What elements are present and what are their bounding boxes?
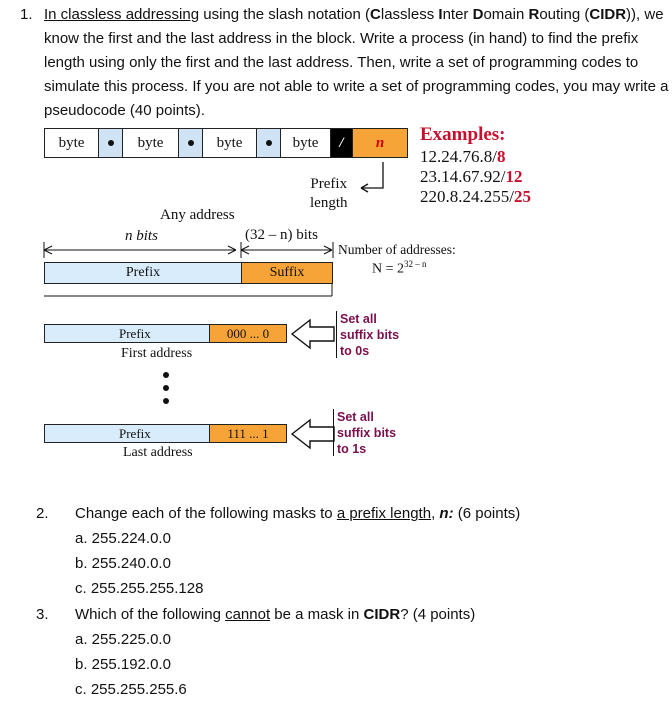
suffix-bits-label: (32 – n) bits [245,227,318,243]
callout-line: suffix bits [340,328,400,342]
first-address-label: First address [121,346,193,361]
list-item: a. 255.225.0.0 [75,631,171,648]
last-prefix-bar: Prefix [44,424,210,443]
n-cell: n [352,128,408,158]
example-item [420,167,522,187]
question-3-number: 3. [36,606,49,623]
label-line: length [310,195,348,211]
byte-cell: byte [122,128,178,158]
list-item: c. 255.255.255.6 [75,681,187,698]
text-run: lassless [380,6,439,23]
callout-line: suffix bits [337,426,397,440]
acronym-letter: I [438,6,443,23]
num-addresses-formula [372,259,427,278]
callout-divider [336,311,337,358]
acronym-letter: C [370,6,381,23]
formula-base: N = 2 [372,261,405,277]
dot-icon [188,140,194,146]
example-prefix: 25 [513,187,531,206]
prefix-bar: Prefix [44,262,242,284]
last-suffix-bar: 111 ... 1 [209,424,287,443]
first-prefix-bar: Prefix [44,324,210,343]
first-suffix-bar: 000 ... 0 [209,324,287,343]
suffix-bar: Suffix [241,262,333,284]
list-item: b. 255.192.0.0 [75,656,171,673]
last-address-label: Last address [123,445,193,460]
example-prefix: 8 [496,147,506,166]
question-number: 1. [20,6,33,23]
bit-range-arrows [40,240,340,260]
byte-cell: byte [280,128,330,158]
dot-icon [108,140,114,146]
any-address-label: Any address [160,207,235,223]
text-run: omain [483,6,529,23]
dot-cell [256,128,280,158]
text-run: (6 points) [453,505,521,522]
acronym-cidr: CIDR [589,6,627,23]
callout-divider [333,409,334,456]
callout-line: to 1s [337,442,367,456]
ellipsis-dots [163,372,169,404]
example-address: 23.14.67.92/ [420,167,506,186]
underlined-phrase: In classless addressing [44,6,200,23]
text-run: )), [626,6,641,23]
text-run: ? (4 points) [400,606,476,623]
byte-cell: byte [44,128,98,158]
question-3-text [75,603,475,627]
last-callout [337,409,396,457]
label-line: Prefix [310,176,348,192]
example-item [420,147,505,167]
acronym-letter: D [472,6,484,23]
text-run: nter [442,6,473,23]
callout-line: Set all [337,410,374,424]
text-run: Which of the following [75,606,226,623]
dot-icon [163,372,169,378]
underlined-phrase: a prefix length [336,505,432,522]
dot-cell [178,128,202,158]
acronym-cidr: CIDR [363,606,401,623]
question-2-text [75,502,520,526]
question-text [44,3,670,123]
text-run: outing ( [539,6,590,23]
acronym-letter: R [528,6,540,23]
n-bits-label: n bits [125,228,158,244]
example-address: 220.8.24.255/ [420,187,514,206]
dot-cell [98,128,122,158]
text-run: , [431,505,440,522]
num-addresses-label: Number of addresses: [338,242,456,257]
dot-icon [163,385,169,391]
list-item: b. 255.240.0.0 [75,555,171,572]
underlined-phrase: cannot [225,606,271,623]
variable-n: n: [439,505,454,522]
prefix-length-arrow [355,160,395,200]
callout-line: to 0s [340,344,370,358]
dot-icon [266,140,272,146]
question-2-number: 2. [36,505,49,522]
example-address: 12.24.76.8/ [420,147,497,166]
callout-line: Set all [340,312,377,326]
list-item: a. 255.224.0.0 [75,530,171,547]
example-prefix: 12 [505,167,523,186]
text-run: be a mask in [270,606,364,623]
dot-icon [163,398,169,404]
examples-title: Examples: [420,124,506,145]
question-body: we know the first and the last address in the block. Write a process (in hand) to find the prefix length using only the first and the last address. Then, write a set of programming codes to simulate this process. If you are not able to write a set of programming codes, you may write a pseudocode (40 points). [44,6,669,119]
text-run: Change each of the following masks to [75,505,337,522]
bracket-line [42,284,342,298]
example-item [420,187,531,207]
formula-exponent: 32 – n [404,259,427,269]
slash-cell: / [330,128,352,158]
first-callout [340,311,399,359]
text-run: using the slash notation ( [199,6,371,23]
prefix-length-label [310,175,348,213]
first-callout-arrow [290,316,340,352]
byte-cell: byte [202,128,256,158]
list-item: c. 255.255.255.128 [75,580,204,597]
